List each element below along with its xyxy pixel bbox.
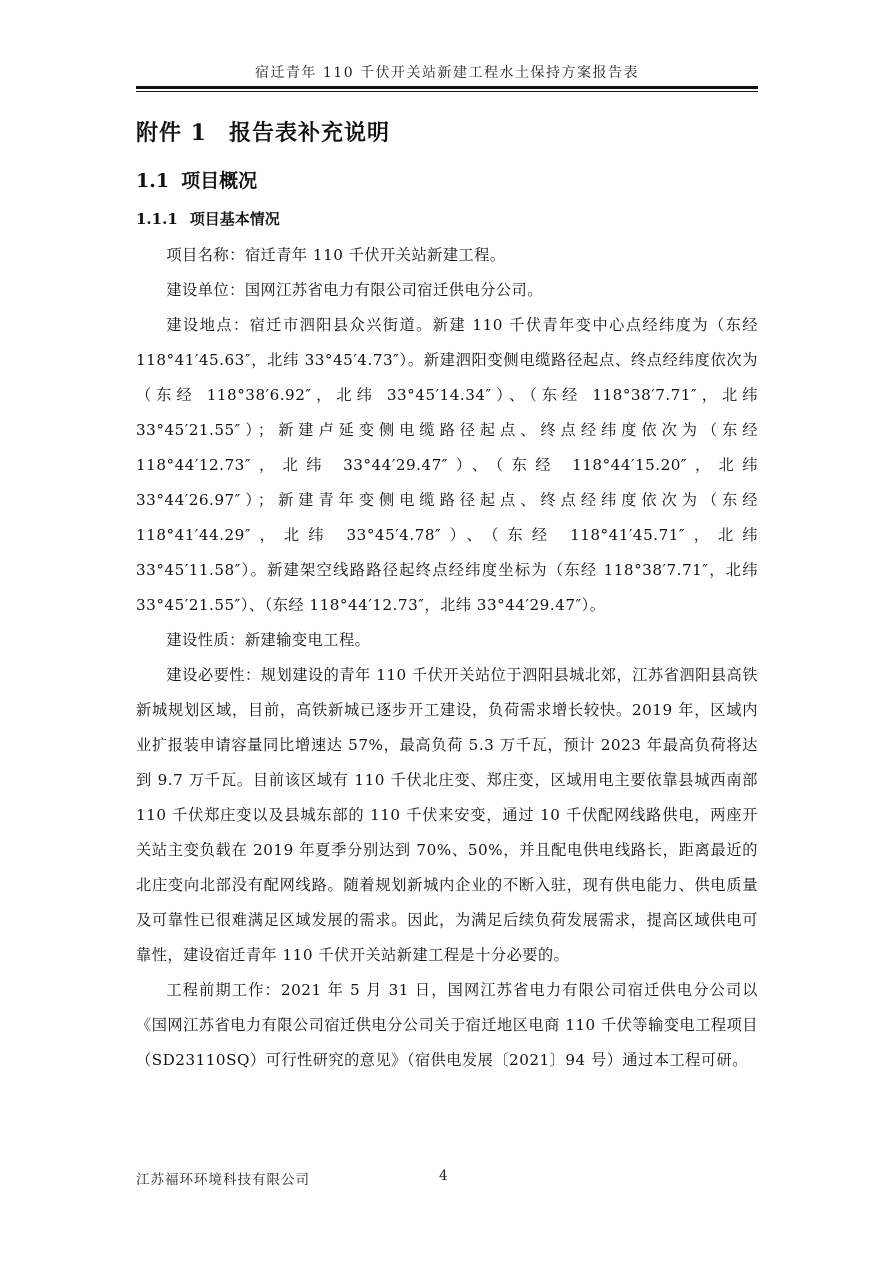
footer-company: 江苏福环环境科技有限公司: [136, 1172, 310, 1188]
paragraph-construction-nature: 建设性质：新建输变电工程。: [166, 631, 371, 649]
header-rule-thin: [136, 91, 758, 92]
heading-appendix: [136, 116, 390, 147]
paragraph-construction-unit: 建设单位：国网江苏省电力有限公司宿迁供电分公司。: [166, 281, 543, 299]
header-rule-thick: [136, 86, 758, 89]
heading-section-text: 项目概况: [181, 170, 258, 192]
heading-section: [136, 166, 257, 193]
heading-subsection-text: 项目基本情况: [189, 210, 280, 228]
paragraph-project-name: 项目名称：宿迁青年 110 千伏开关站新建工程。: [166, 246, 506, 264]
heading-section-number: 1.1: [136, 170, 170, 192]
heading-appendix-number: 附件 1: [136, 120, 207, 146]
paragraph-construction-necessity: 建设必要性：规划建设的青年 110 千伏开关站位于泗阳县城北郊，江苏省泗阳县高铁新城规划区域，目前，高铁新城已逐步开工建设，负荷需求增长较快。2019 年，区域内业扩报装申请容量同比增速达 57%，最高负荷 5.3 万千瓦，预计 2023 年最高负荷将达到 9.7 万千瓦。目前该区域有 110 千伏北庄变、郑庄变，区域用电主要依靠县城西南部 110 千伏郑庄变以及县城东部的 110 千伏来安变，通过 10 千伏配网线路供电，两座开关站主变负载在 2019 年夏季分别达到 70%、50%，并且配电供电线路长，距离最近的北庄变向北部没有配网线路。随着规划新城内企业的不断入驻，现有供电能力、供电质量及可靠性已很难满足区域发展的需求。因此，为满足后续负荷发展需求，提高区域供电可靠性，建设宿迁青年 110 千伏开关站新建工程是十分必要的。: [136, 666, 758, 964]
paragraph-preliminary-work: 工程前期工作：2021 年 5 月 31 日，国网江苏省电力有限公司宿迁供电分公司以《国网江苏省电力有限公司宿迁供电分公司关于宿迁地区电商 110 千伏等输变电工程项目（SD23110SQ）可行性研究的意见》（宿供电发展〔2021〕94 号）通过本工程可研。: [136, 981, 758, 1069]
paragraph-construction-location: 建设地点：宿迁市泗阳县众兴街道。新建 110 千伏青年变中心点经纬度为（东经 118°41′45.63″，北纬 33°45′4.73″）。新建泗阳变侧电缆路径起点、终点经纬度依次为（东经 118°38′6.92″，北纬 33°45′14.34″）、（东经 118°38′7.71″，北纬 33°45′21.55″）；新建卢延变侧电缆路径起点、终点经纬度依次为（东经 118°44′12.73″，北纬 33°44′29.47″）、（东经 118°44′15.20″，北纬 33°44′26.97″）；新建青年变侧电缆路径起点、终点经纬度依次为（东经 118°41′44.29″，北纬 33°45′4.78″）、（东经 118°41′45.71″，北纬 33°45′11.58″）。新建架空线路路径起终点经纬度坐标为（东经 118°38′7.71″，北纬 33°45′21.55″）、（东经 118°44′12.73″，北纬 33°44′29.47″）。: [136, 316, 758, 614]
heading-appendix-text: 报告表补充说明: [228, 120, 390, 146]
body-text: [136, 238, 758, 1078]
footer-page-number: 4: [439, 1168, 448, 1184]
heading-subsection-number: 1.1.1: [136, 210, 178, 228]
heading-subsection: [136, 208, 280, 229]
page-header-title: 宿迁青年 110 千伏开关站新建工程水土保持方案报告表: [254, 65, 640, 81]
